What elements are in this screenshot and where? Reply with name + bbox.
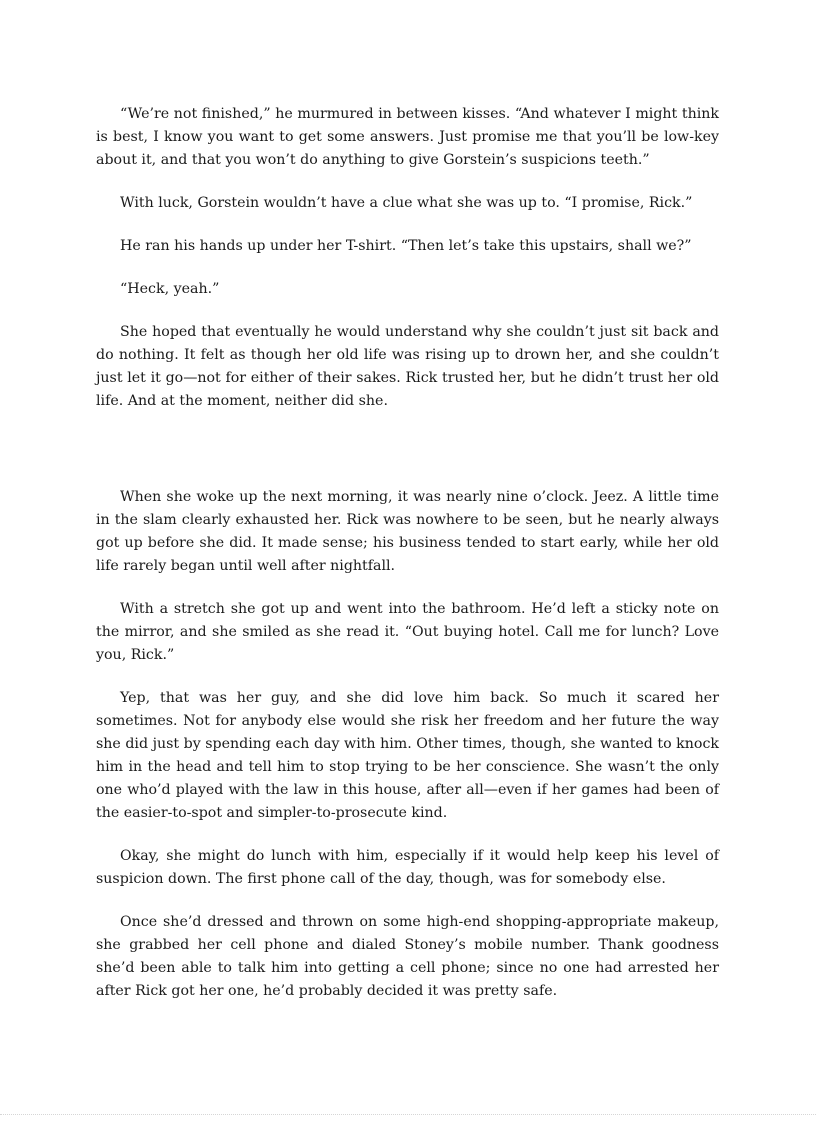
- paragraph: “Heck, yeah.”: [120, 281, 220, 297]
- page-bottom-divider: [0, 1114, 816, 1115]
- paragraph: Okay, she might do lunch with him, especially if it would help keep his level of suspicion down. The first phone call of the day, though, was for somebody else.: [96, 848, 719, 887]
- paragraph: “We’re not finished,” he murmured in between kisses. “And whatever I might think is best, I know you want to get some answers. Just promise me that you’ll be low-key about it, and that you won’t do anything to give Gorstein’s suspicions teeth.”: [96, 106, 719, 168]
- paragraph: With luck, Gorstein wouldn’t have a clue what she was up to. “I promise, Rick.”: [120, 195, 693, 211]
- paragraph: He ran his hands up under her T-shirt. “Then let’s take this upstairs, shall we?”: [120, 238, 692, 254]
- paragraph: She hoped that eventually he would understand why she couldn’t just sit back and do nothing. It felt as though her old life was rising up to drown her, and she couldn’t just let it go—not for either of their sakes. Rick trusted her, but he didn’t trust her old life. And at the moment, neither did she.: [96, 324, 719, 409]
- paragraph: Yep, that was her guy, and she did love him back. So much it scared her sometimes. Not for anybody else would she risk her freedom and her future the way she did just by spending each day with him. Other times, though, she wanted to knock him in the head and tell him to stop trying to be her conscience. She wasn’t the only one who’d played with the law in this house, after all—even if her games had been of the easier-to-spot and simpler-to-prosecute kind.: [96, 690, 719, 821]
- scene-break: [96, 433, 719, 486]
- paragraph: With a stretch she got up and went into the bathroom. He’d left a sticky note on the mirror, and she smiled as she read it. “Out buying hotel. Call me for lunch? Love you, Rick.”: [96, 601, 719, 663]
- body-text: [96, 103, 719, 1023]
- paragraph: When she woke up the next morning, it was nearly nine o’clock. Jeez. A little time in the slam clearly exhausted her. Rick was nowhere to be seen, but he nearly always got up before she did. It made sense; his business tended to start early, while her old life rarely began until well after nightfall.: [96, 489, 719, 574]
- paragraph: Once she’d dressed and thrown on some high-end shopping-appropriate makeup, she grabbed her cell phone and dialed Stoney’s mobile number. Thank goodness she’d been able to talk him into getting a cell phone; since no one had arrested her after Rick got her one, he’d probably decided it was pretty safe.: [96, 914, 719, 999]
